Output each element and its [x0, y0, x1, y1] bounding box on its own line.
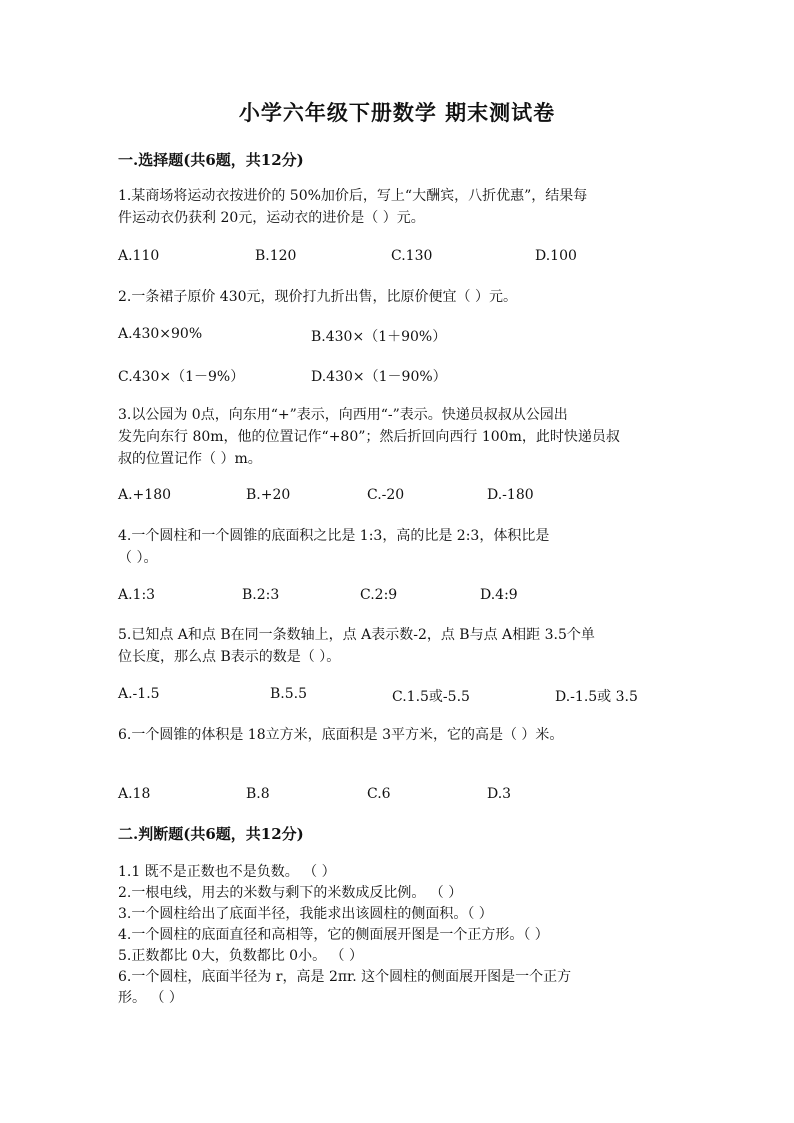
option-b: B.120 — [255, 248, 297, 264]
question-4 — [118, 525, 678, 569]
question-line: 2.一条裙子原价 430元，现价打九折出售，比原价便宜（ ）元。 — [118, 289, 517, 305]
options-3 — [118, 487, 678, 507]
option-c: C.6 — [367, 786, 391, 802]
question-line: 叔的位置记作（ ）m。 — [118, 451, 262, 467]
options-6 — [118, 786, 678, 806]
option-a: A.18 — [118, 786, 151, 802]
option-d: D.-1.5或 3.5 — [555, 689, 638, 705]
question-line: 4.一个圆柱和一个圆锥的底面积之比是 1:3，高的比是 2:3，体积比是 — [118, 528, 550, 544]
options-5 — [118, 686, 678, 706]
question-line: 1.某商场将运动衣按进价的 50%加价后，写上“大酬宾，八折优惠”，结果每 — [118, 188, 588, 204]
judgement-item: 4.一个圆柱的底面直径和高相等，它的侧面展开图是一个正方形。（ ） — [118, 927, 549, 943]
option-a: A.430×90% — [118, 326, 203, 342]
question-line: 5.已知点 A和点 B在同一条数轴上，点 A表示数-2，点 B与点 A相距 3.5个单 — [118, 627, 595, 643]
option-b: B.2:3 — [242, 587, 280, 603]
option-b: B.8 — [246, 786, 270, 802]
question-6 — [118, 724, 678, 746]
judgement-item: 3.一个圆柱给出了底面半径，我能求出该圆柱的侧面积。（ ） — [118, 906, 493, 922]
option-c: C.-20 — [367, 487, 405, 503]
exam-title: 小学六年级下册数学 期末测试卷 — [238, 100, 556, 125]
option-d: D.3 — [487, 786, 512, 802]
options-2-row1 — [118, 326, 678, 346]
question-1 — [118, 185, 678, 229]
question-line: 位长度，那么点 B表示的数是（ ）。 — [118, 649, 341, 665]
question-line: 件运动衣仍获利 20元，运动衣的进价是（ ）元。 — [118, 210, 425, 226]
question-5 — [118, 624, 678, 668]
option-d: D.-180 — [487, 487, 534, 503]
question-3 — [118, 404, 678, 470]
option-c: C.430×（1－9%） — [118, 369, 245, 385]
option-d: D.430×（1－90%） — [311, 369, 447, 385]
option-c: C.2:9 — [360, 587, 398, 603]
question-line: 3.以公园为 0点，向东用“+”表示，向西用“-”表示。快递员叔叔从公园出 — [118, 407, 568, 423]
option-d: D.4:9 — [480, 587, 518, 603]
question-line: 6.一个圆锥的体积是 18立方米，底面积是 3平方米，它的高是（ ）米。 — [118, 727, 564, 743]
option-a: A.1:3 — [118, 587, 156, 603]
question-2 — [118, 286, 678, 308]
judgement-item: 5.正数都比 0大，负数都比 0小。 （ ） — [118, 948, 363, 964]
option-b: B.5.5 — [270, 686, 308, 702]
judgement-item: 6.一个圆柱，底面半径为 r，高是 2πr. 这个圆柱的侧面展开图是一个正方 — [118, 969, 572, 985]
option-b: B.+20 — [246, 487, 291, 503]
option-c: C.1.5或-5.5 — [392, 689, 470, 705]
judgement-item: 2.一根电线，用去的米数与剩下的米数成反比例。 （ ） — [118, 885, 463, 901]
option-a: A.110 — [118, 248, 160, 264]
options-2-row2 — [118, 366, 678, 386]
options-1 — [118, 248, 678, 268]
section-heading-choice: 一.选择题(共6题，共12分) — [118, 151, 304, 169]
option-a: A.+180 — [118, 487, 172, 503]
judgement-item: 1.1 既不是正数也不是负数。 （ ） — [118, 864, 336, 880]
option-d: D.100 — [535, 248, 577, 264]
option-c: C.130 — [391, 248, 433, 264]
question-line: 发先向东行 80m，他的位置记作“+80”；然后折回向西行 100m，此时快递员叔 — [118, 429, 620, 445]
judgement-item: 形。 （ ） — [118, 990, 183, 1006]
question-line: （ ）。 — [118, 550, 158, 566]
judgement-list — [118, 862, 678, 1009]
section-heading-judgement: 二.判断题(共6题，共12分) — [118, 825, 304, 843]
option-a: A.-1.5 — [118, 686, 160, 702]
option-b: B.430×（1＋90%） — [311, 329, 447, 345]
options-4 — [118, 587, 678, 607]
